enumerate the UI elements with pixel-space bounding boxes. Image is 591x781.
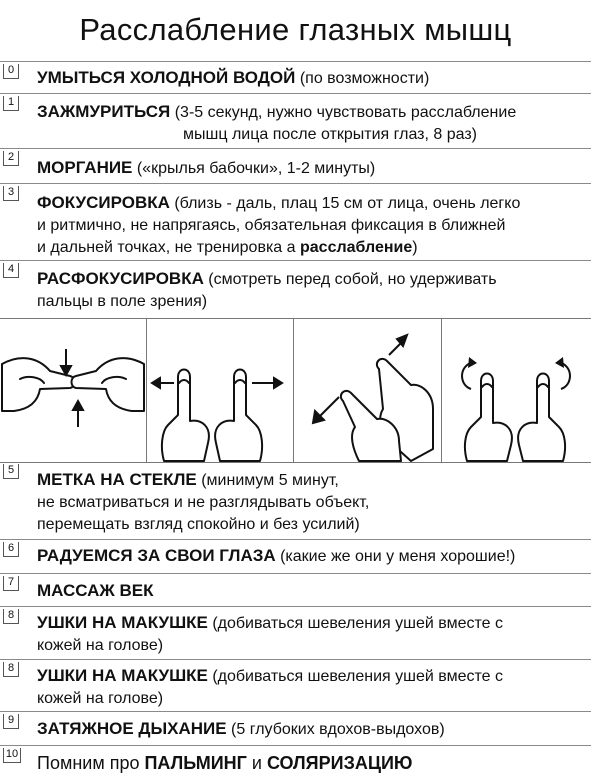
item-description-line: не всматриваться и не разглядывать объект, (37, 494, 370, 511)
item-description-line: кожей на голове) (37, 637, 164, 654)
item-number: 4 (3, 263, 19, 278)
item-description: Помним про (37, 753, 145, 773)
item-number: 10 (3, 748, 21, 763)
item-description: и (246, 753, 267, 773)
item-heading: УШКИ НА МАКУШКЕ (37, 613, 208, 632)
item-text (37, 580, 583, 603)
item-heading: МАССАЖ ВЕК (37, 581, 154, 600)
item-description: («крылья бабочки», 1-2 минуты) (132, 160, 376, 177)
fingers-rotate-icon (441, 319, 591, 462)
item-description-line: пальцы в поле зрения) (37, 293, 208, 310)
item-text (37, 192, 583, 259)
item-text (37, 67, 583, 90)
item-text (37, 752, 583, 776)
item-description-line: и дальней точках, не тренировка а (37, 239, 300, 256)
list-item (0, 606, 591, 660)
item-heading: ФОКУСИРОВКА (37, 193, 170, 212)
illustration-strip (0, 318, 591, 463)
list-item (0, 711, 591, 746)
item-text (37, 665, 583, 710)
fingers-diagonal-icon (293, 319, 442, 462)
item-number: 7 (3, 576, 19, 591)
list-item (0, 93, 591, 149)
list-item (0, 745, 591, 781)
item-description: (минимум 5 минут, (196, 472, 339, 489)
list-item (0, 573, 591, 607)
item-text (37, 469, 583, 536)
item-text (37, 101, 583, 146)
list-item (0, 183, 591, 261)
item-text (37, 718, 583, 741)
fingers-touching-icon (0, 319, 147, 462)
item-heading: МОРГАНИЕ (37, 158, 133, 177)
item-text (37, 612, 583, 657)
item-description: (смотреть перед собой, но удерживать (203, 271, 497, 288)
item-text (37, 157, 583, 180)
emphasis-text: СОЛЯРИЗАЦИЮ (266, 753, 413, 773)
item-description: (добиваться шевеления ушей вместе с (207, 668, 503, 685)
item-number: 1 (3, 96, 19, 111)
item-description: (добиваться шевеления ушей вместе с (207, 615, 503, 632)
list-item (0, 61, 591, 94)
item-heading: ЗАТЯЖНОЕ ДЫХАНИЕ (37, 719, 227, 738)
item-description-line: и ритмично, не напрягаясь, обязательная фиксация в ближней (37, 217, 506, 234)
page-title: Расслабление глазных мышц (79, 12, 512, 47)
emphasis-text: расслабление (300, 239, 413, 256)
list-item (0, 539, 591, 574)
list-item (0, 461, 591, 539)
item-heading: УШКИ НА МАКУШКЕ (37, 666, 208, 685)
item-number: 0 (3, 64, 19, 79)
item-description-line: ) (412, 239, 418, 256)
item-description: (3-5 секунд, нужно чувствовать расслабление (170, 104, 517, 121)
item-number: 6 (3, 542, 19, 557)
list-item (0, 260, 591, 319)
fingers-apart-icon (146, 319, 294, 462)
item-heading: ЗАЖМУРИТЬСЯ (37, 102, 171, 121)
item-heading: УМЫТЬСЯ ХОЛОДНОЙ ВОДОЙ (37, 68, 296, 87)
item-number: 2 (3, 151, 19, 166)
item-number: 5 (3, 464, 19, 479)
item-number: 8 (3, 609, 19, 624)
item-number: 3 (3, 186, 19, 201)
item-description: (близь - даль, плац 15 см от лица, очень легко (169, 195, 521, 212)
item-number: 8 (3, 662, 19, 677)
emphasis-text: ПАЛЬМИНГ (144, 753, 247, 773)
item-heading: МЕТКА НА СТЕКЛЕ (37, 470, 197, 489)
item-description-line: кожей на голове) (37, 690, 164, 707)
item-text (37, 268, 583, 313)
item-description: (5 глубоких вдохов-выдохов) (226, 721, 445, 738)
item-text (37, 545, 583, 568)
item-description: (по возможности) (295, 70, 430, 87)
item-description: (какие же они у меня хорошие!) (275, 548, 516, 565)
list-item (0, 659, 591, 712)
item-heading: РАСФОКУСИРОВКА (37, 269, 204, 288)
item-description-line: мышц лица после открытия глаз, 8 раз) (183, 126, 478, 143)
list-item (0, 148, 591, 184)
item-description-line: перемещать взгляд спокойно и без усилий) (37, 516, 360, 533)
item-heading: РАДУЕМСЯ ЗА СВОИ ГЛАЗА (37, 546, 276, 565)
item-number: 9 (3, 714, 19, 729)
